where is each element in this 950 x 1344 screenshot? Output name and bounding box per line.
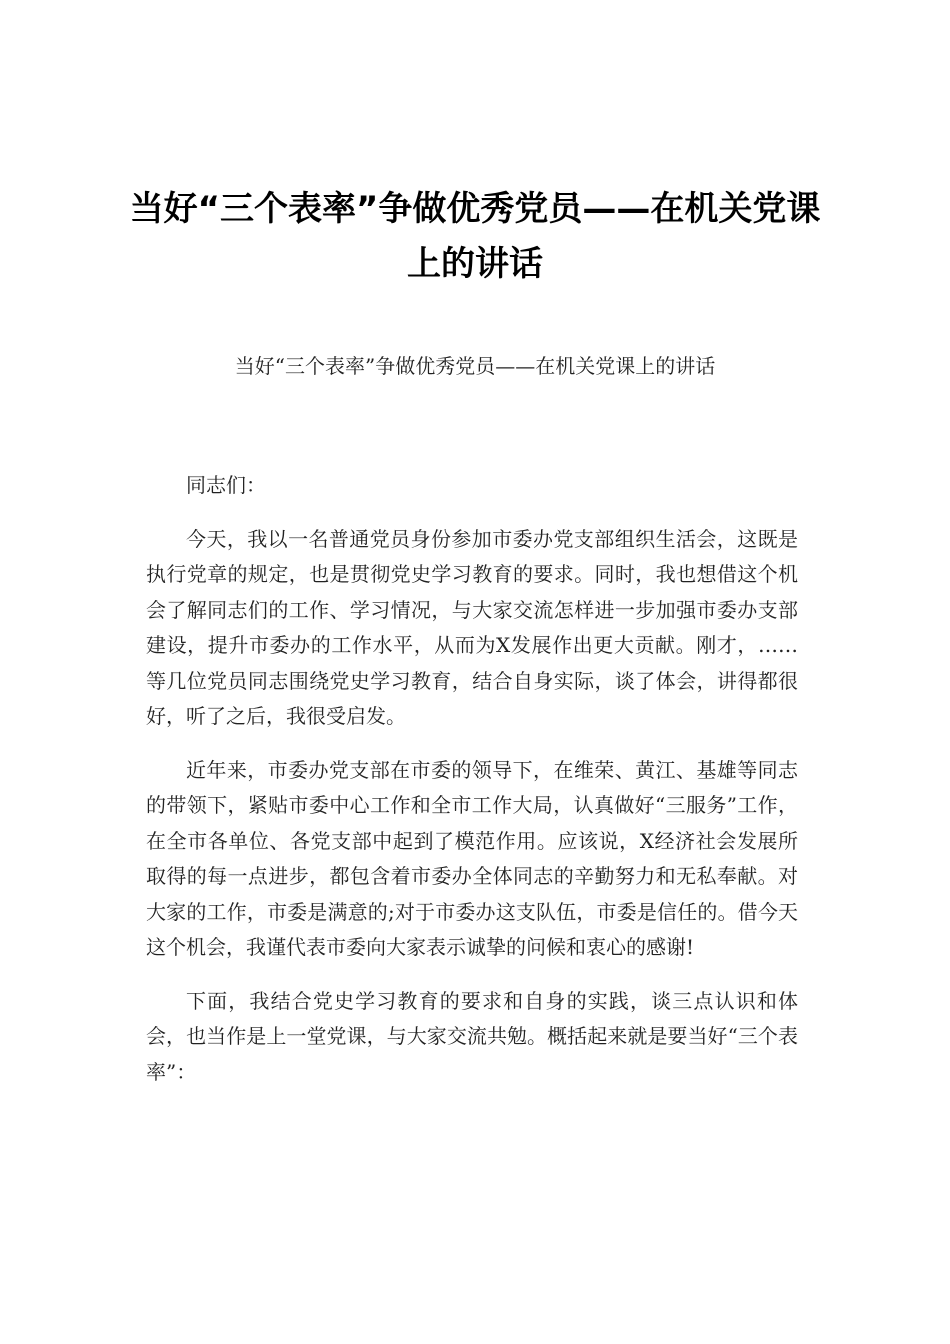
salutation: 同志们： [186,473,266,497]
paragraph-3: 下面，我结合党史学习教育的要求和自身的实践，谈三点认识和体会，也当作是上一堂党课，与大家交流共勉。概括起来就是要当好“三个表率”： [146,988,798,1084]
paragraph-1: 今天，我以一名普通党员身份参加市委办党支部组织生活会，这既是执行党章的规定，也是贯彻党史学习教育的要求。同时，我也想借这个机会了解同志们的工作、学习情况，与大家交流怎样进一步加强市委办支部建设，提升市委办的工作水平，从而为X发展作出更大贡献。刚才，……等几位党员同志围绕党史学习教育，结合自身实际，谈了体会，讲得都很好，听了之后，我很受启发。 [146,526,798,728]
document-title: 当好“三个表率”争做优秀党员——在机关党课上的讲话 [129,189,821,284]
document-body [146,468,798,1108]
paragraph-2: 近年来，市委办党支部在市委的领导下，在维荣、黄江、基雄等同志的带领下，紧贴市委中心工作和全市工作大局，认真做好“三服务”工作，在全市各单位、各党支部中起到了模范作用。应该说，X经济社会发展所取得的每一点进步，都包含着市委办全体同志的辛勤努力和无私奉献。对大家的工作，市委是满意的;对于市委办这支队伍，市委是信任的。借今天这个机会，我谨代表市委向大家表示诚挚的问候和衷心的感谢! [146,757,798,959]
document-subtitle: 当好“三个表率”争做优秀党员——在机关党课上的讲话 [234,354,716,378]
